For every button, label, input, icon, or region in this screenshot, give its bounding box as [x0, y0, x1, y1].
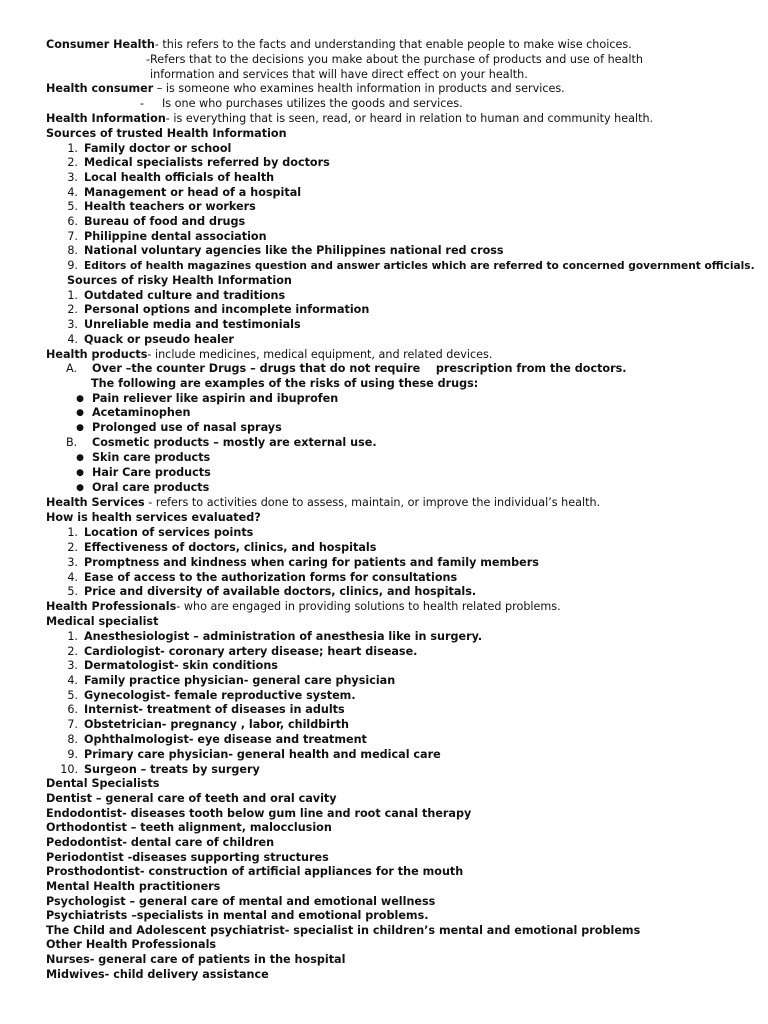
- list-item: 5. Health teachers or workers: [67, 200, 256, 213]
- health-information-term: Health Information: [46, 112, 166, 125]
- bullet-item: ● Pain reliever like aspirin and ibuprofen: [76, 392, 339, 405]
- consumer-health-definition-2-continued: information and services that will have direct effect on your health.: [150, 68, 528, 81]
- health-consumer-term: Health consumer: [46, 82, 154, 95]
- bullet-item: ● Skin care products: [76, 451, 211, 464]
- evaluated-heading: How is health services evaluated?: [46, 511, 261, 524]
- risky-sources-heading: Sources of risky Health Information: [67, 274, 292, 287]
- other-professionals-line: Midwives- child delivery assistance: [46, 968, 269, 981]
- list-item: 1. Outdated culture and traditions: [67, 289, 286, 302]
- list-item: 4. Ease of access to the authorization forms for consultations: [67, 571, 458, 584]
- list-item: 2. Cardiologist- coronary artery disease; heart disease.: [67, 645, 418, 658]
- health-consumer-definition-2: Is one who purchases utilizes the goods and services.: [162, 97, 463, 110]
- health-consumer-definition-2-line: [140, 97, 463, 112]
- dental-line: Periodontist -diseases supporting structures: [46, 851, 329, 864]
- otc-drugs-followup: The following are examples of the risks of using these drugs:: [91, 377, 479, 390]
- list-item: 3. Local health officials of health: [67, 171, 275, 184]
- bullet-item: ● Prolonged use of nasal sprays: [76, 421, 282, 434]
- list-item: B. Cosmetic products – mostly are external use.: [66, 436, 377, 449]
- list-item: 3. Promptness and kindness when caring for patients and family members: [67, 556, 539, 569]
- list-item: 5. Price and diversity of available doctors, clinics, and hospitals.: [67, 585, 477, 598]
- list-item: 1. Anesthesiologist – administration of anesthesia like in surgery.: [67, 630, 483, 643]
- dental-specialists-heading: Dental Specialists: [46, 777, 160, 790]
- list-item: 6. Bureau of food and drugs: [67, 215, 246, 228]
- list-item: 2. Personal options and incomplete information: [67, 303, 370, 316]
- list-item: 8. National voluntary agencies like the Philippines national red cross: [67, 244, 504, 257]
- health-information-line: [46, 112, 653, 127]
- consumer-health-definition-2: -Refers that to the decisions you make about the purchase of products and use of health: [146, 53, 643, 66]
- list-item: 4. Quack or pseudo healer: [67, 333, 234, 346]
- dash-bullet: -: [140, 97, 145, 110]
- list-item: 4. Management or head of a hospital: [67, 186, 302, 199]
- health-consumer-definition: – is someone who examines health information in products and services.: [153, 82, 565, 95]
- health-professionals-line: [46, 600, 561, 615]
- list-item: 3. Dermatologist- skin conditions: [67, 659, 278, 672]
- consumer-health-definition: - this refers to the facts and understanding that enable people to make wise choices.: [154, 38, 632, 51]
- health-products-definition: - include medicines, medical equipment, and related devices.: [147, 348, 493, 361]
- health-consumer-line: [46, 82, 565, 97]
- health-information-definition: - is everything that is seen, read, or heard in relation to human and community health.: [165, 112, 654, 125]
- mental-health-line: Psychologist – general care of mental and emotional wellness: [46, 895, 436, 908]
- list-item: 9. Primary care physician- general health and medical care: [67, 748, 441, 761]
- list-item: 9. Editors of health magazines question and answer articles which are referred to concerned government officials.: [67, 259, 755, 272]
- dental-line: Endodontist- diseases tooth below gum line and root canal therapy: [46, 807, 472, 820]
- other-professionals-heading: Other Health Professionals: [46, 938, 217, 951]
- list-item: 7. Obstetrician- pregnancy , labor, childbirth: [67, 718, 349, 731]
- mental-health-line: Psychiatrists –specialists in mental and emotional problems.: [46, 909, 429, 922]
- health-professionals-term: Health Professionals: [46, 600, 177, 613]
- list-item: A. Over –the counter Drugs – drugs that do not require prescription from the doctors.: [66, 362, 627, 375]
- dental-line: Pedodontist- dental care of children: [46, 836, 275, 849]
- list-item: 7. Philippine dental association: [67, 230, 267, 243]
- list-item: 8. Ophthalmologist- eye disease and treatment: [67, 733, 367, 746]
- list-item: 4. Family practice physician- general care physician: [67, 674, 396, 687]
- list-item: 10. Surgeon – treats by surgery: [60, 763, 260, 776]
- list-item: 6. Internist- treatment of diseases in adults: [67, 703, 345, 716]
- list-item: 2. Medical specialists referred by doctors: [67, 156, 330, 169]
- mental-health-line: The Child and Adolescent psychiatrist- specialist in children’s mental and emotional problems: [46, 924, 641, 937]
- health-products-line: [46, 348, 492, 363]
- medical-specialist-heading: Medical specialist: [46, 615, 159, 628]
- list-item: 1. Family doctor or school: [67, 142, 232, 155]
- consumer-health-term: Consumer Health: [46, 38, 155, 51]
- other-professionals-line: Nurses- general care of patients in the hospital: [46, 953, 346, 966]
- trusted-sources-heading: Sources of trusted Health Information: [46, 127, 287, 140]
- health-services-definition: - refers to activities done to assess, maintain, or improve the individual’s health.: [144, 496, 601, 509]
- health-products-term: Health products: [46, 348, 148, 361]
- list-item: 3. Unreliable media and testimonials: [67, 318, 301, 331]
- mental-health-heading: Mental Health practitioners: [46, 880, 221, 893]
- bullet-item: ● Acetaminophen: [76, 406, 191, 419]
- dental-line: Prosthodontist- construction of artificial appliances for the mouth: [46, 865, 464, 878]
- list-item: 5. Gynecologist- female reproductive system.: [67, 689, 356, 702]
- bullet-item: ● Hair Care products: [76, 466, 211, 479]
- health-services-line: [46, 496, 600, 511]
- dental-line: Dentist – general care of teeth and oral cavity: [46, 792, 337, 805]
- health-services-term: Health Services: [46, 496, 145, 509]
- dental-line: Orthodontist – teeth alignment, malocclusion: [46, 821, 332, 834]
- health-professionals-definition: - who are engaged in providing solutions to health related problems.: [176, 600, 561, 613]
- list-item: 1. Location of services points: [67, 526, 254, 539]
- consumer-health-line: [46, 38, 632, 53]
- bullet-item: ● Oral care products: [76, 481, 210, 494]
- list-item: 2. Effectiveness of doctors, clinics, and hospitals: [67, 541, 377, 554]
